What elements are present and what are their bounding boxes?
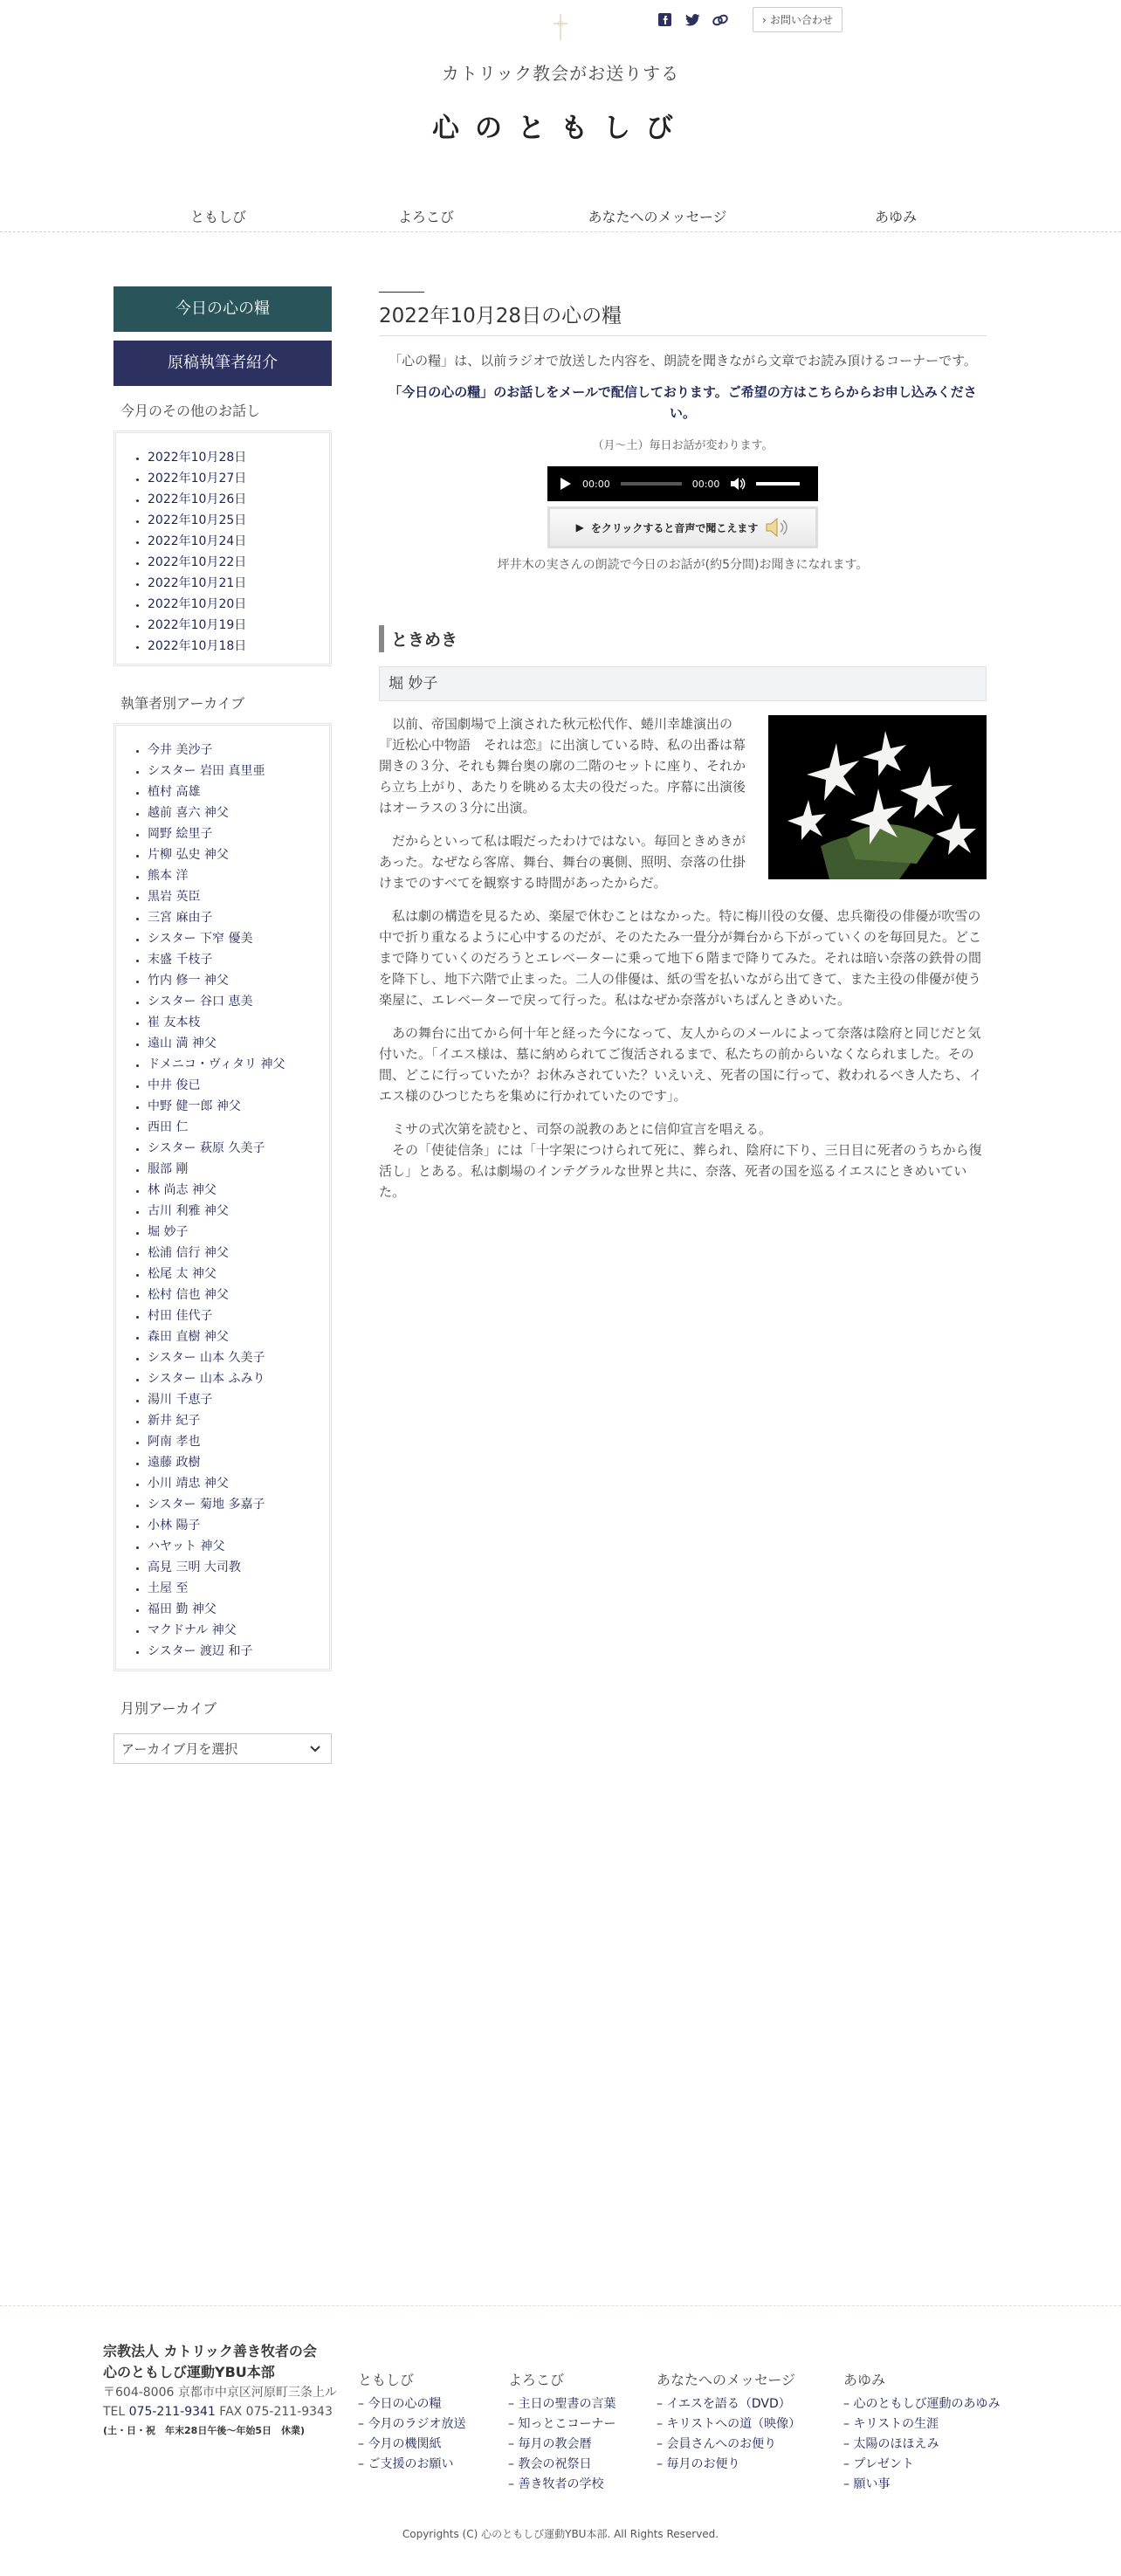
other-story-link[interactable]: • 2022年10月24日: [148, 531, 329, 552]
author-link[interactable]: • シスター 谷口 恵美: [148, 991, 329, 1012]
other-story-link[interactable]: • 2022年10月20日: [148, 594, 329, 615]
reader-note: 坪井木の実さんの朗読で今日のお話が(約5分間)お聞きになれます。: [497, 558, 869, 572]
other-story-link[interactable]: • 2022年10月19日: [148, 615, 329, 636]
footer-link[interactable]: – キリストの生涯: [843, 2414, 1018, 2435]
contact-label: お問い合わせ: [769, 14, 833, 26]
footer-col-head: あなたへのメッセージ: [657, 2372, 796, 2388]
audio-player: [547, 466, 818, 501]
other-stories-box: [113, 430, 332, 666]
chevron-right-icon: ›: [762, 13, 767, 26]
site-header: [0, 0, 1121, 232]
author-link[interactable]: • 新井 紀子: [148, 1410, 329, 1431]
footer-link-list: [843, 2394, 1018, 2495]
other-story-link[interactable]: • 2022年10月22日: [148, 552, 329, 573]
author-link[interactable]: • 小川 靖忠 神父: [148, 1473, 329, 1494]
author-link[interactable]: • 片柳 弘史 神父: [148, 844, 329, 865]
other-story-link[interactable]: • 2022年10月21日: [148, 573, 329, 594]
speaker-icon: [765, 517, 789, 538]
org-branch: 心のともしび運動YBU本部: [103, 2364, 275, 2380]
author-link[interactable]: • 遠藤 政樹: [148, 1452, 329, 1473]
article-paragraph: ミサの式次第を読むと、司祭の説教のあとに信仰宣言を唱える。: [379, 1121, 773, 1137]
author-link[interactable]: • ドメニコ・ヴィタリ 神父: [148, 1054, 329, 1075]
nav-message[interactable]: あなたへのメッセージ: [588, 209, 727, 225]
other-story-link[interactable]: • 2022年10月28日: [148, 447, 329, 468]
footer-link[interactable]: – イエスを語る（DVD）: [657, 2394, 843, 2414]
tel-label: TEL: [103, 2405, 126, 2419]
other-story-link[interactable]: • 2022年10月27日: [148, 468, 329, 489]
footer-col-head: ともしび: [358, 2372, 415, 2388]
section-title: ときめき: [379, 625, 987, 652]
author-link[interactable]: • シスター 山本 久美子: [148, 1347, 329, 1368]
author-link[interactable]: • 竹内 修一 神父: [148, 970, 329, 991]
author-link[interactable]: • 今井 美沙子: [148, 740, 329, 761]
link-icon[interactable]: [712, 12, 728, 28]
site-footer: [0, 2305, 1121, 2576]
footer-link[interactable]: – 教会の祝祭日: [508, 2455, 657, 2475]
author-link[interactable]: • シスター 渡辺 和子: [148, 1641, 329, 1662]
facebook-icon[interactable]: [657, 12, 672, 28]
chevron-down-icon: [310, 1746, 320, 1753]
site-subtitle: カトリック教会がお送りする: [441, 63, 680, 84]
current-time: 00:00: [582, 478, 610, 490]
footer-col-head: よろこび: [508, 2372, 565, 2388]
footer-col-ayumi: [843, 2369, 1018, 2495]
office-hours: (土・日・祝 年末28日午後〜年始5日 休業): [103, 2425, 306, 2436]
footer-col-message: [657, 2369, 843, 2495]
author-link[interactable]: • 林 尚志 神父: [148, 1180, 329, 1201]
footer-col-head: あゆみ: [843, 2372, 886, 2388]
progress-bar[interactable]: [621, 482, 682, 486]
author-link[interactable]: • 土屋 至: [148, 1578, 329, 1599]
intro-text: 「心の糧」は、以前ラジオで放送した内容を、朗読を聞きながら文章でお読み頂けるコーナーです。: [389, 353, 977, 368]
footer-link[interactable]: – 会員さんへのお便り: [657, 2435, 843, 2455]
author-link[interactable]: • 崔 友本枝: [148, 1012, 329, 1033]
global-nav: [0, 206, 1121, 232]
author-archive-box: [113, 723, 332, 1671]
author-link[interactable]: • 松浦 信行 神父: [148, 1243, 329, 1264]
other-story-link[interactable]: • 2022年10月18日: [148, 636, 329, 657]
footer-link[interactable]: – 知っとこコーナー: [508, 2414, 657, 2435]
other-story-link[interactable]: • 2022年10月26日: [148, 489, 329, 510]
footer-link[interactable]: – ご支援のお願い: [358, 2455, 508, 2475]
footer-link[interactable]: – キリストへの道（映像）: [657, 2414, 843, 2435]
top-bar: [0, 0, 1121, 52]
cross-logo-icon: [551, 12, 570, 42]
author-link[interactable]: • シスター 萩原 久美子: [148, 1138, 329, 1159]
sidebar: [113, 286, 332, 1764]
nav-tomoshibi[interactable]: ともしび: [189, 209, 246, 225]
author-link[interactable]: • 松村 信也 神父: [148, 1285, 329, 1305]
author-link[interactable]: • 中井 俊已: [148, 1075, 329, 1096]
footer-link[interactable]: – 今月のラジオ放送: [358, 2414, 508, 2435]
footer-link[interactable]: – 毎月のお便り: [657, 2455, 843, 2475]
article-paragraph: 以前、帝国劇場で上演された秋元松代作、蜷川幸雄演出の『近松心中物語 それは恋』に出演している時、私の出番は幕開きの３分、それも舞台奥の廓の二階のセットに座り、それから立ち上がり、あたりを眺める太夫の役だった。序幕に出演後はオーラスの３分に出演。: [379, 716, 746, 816]
nav-yorokobi[interactable]: よろこび: [397, 209, 454, 225]
site-title[interactable]: 心のともしび: [432, 113, 689, 144]
footer-link[interactable]: – 太陽のほほえみ: [843, 2435, 1018, 2455]
author-link[interactable]: • 岡野 絵里子: [148, 823, 329, 844]
audio-play-button[interactable]: [547, 506, 818, 548]
white-flower-image: [768, 715, 987, 879]
author-link[interactable]: • 黒岩 英臣: [148, 886, 329, 907]
triangle-right-icon: ▶: [575, 521, 584, 534]
footer-columns: [0, 2305, 1121, 2495]
author-link[interactable]: • 中野 健一郎 神父: [148, 1096, 329, 1117]
author-link[interactable]: • 松尾 太 神父: [148, 1264, 329, 1285]
social-links: [657, 7, 842, 32]
article-body: [379, 713, 987, 1202]
footer-link[interactable]: – 主日の聖書の言葉: [508, 2394, 657, 2414]
author-link[interactable]: • 植村 高雄: [148, 782, 329, 802]
author-link[interactable]: • シスター 菊地 多嘉子: [148, 1494, 329, 1515]
footer-col-tomoshibi: [358, 2369, 508, 2495]
author-link[interactable]: • 高見 三明 大司教: [148, 1557, 329, 1578]
author-link[interactable]: • 三宮 麻由子: [148, 907, 329, 928]
contact-button[interactable]: [753, 7, 842, 32]
play-icon[interactable]: [560, 477, 572, 491]
author-name: 堀 妙子: [379, 666, 987, 701]
footer-link[interactable]: – 毎月の教会暦: [508, 2435, 657, 2455]
author-link[interactable]: • 末盛 千枝子: [148, 949, 329, 970]
author-link[interactable]: • 村田 佳代子: [148, 1305, 329, 1326]
org-name: 宗教法人 カトリック善き牧者の会: [103, 2343, 317, 2359]
page-title: 2022年10月28日の心の糧: [379, 293, 987, 336]
footer-link[interactable]: – プレゼント: [843, 2455, 1018, 2475]
org-phone: [103, 2402, 358, 2421]
copyright: Copyrights (C) 心のともしび運動YBU本部. All Rights Reserved.: [402, 2528, 719, 2540]
volume-icon[interactable]: [730, 477, 746, 491]
footer-link[interactable]: – 善き牧者の学校: [508, 2475, 657, 2495]
other-story-link[interactable]: • 2022年10月25日: [148, 510, 329, 531]
footer-link-list: [358, 2394, 508, 2475]
author-link[interactable]: • 遠山 満 神父: [148, 1033, 329, 1054]
author-link[interactable]: • シスター 山本 ふみり: [148, 1368, 329, 1389]
audio-click-label: をクリックすると音声で聞こえます: [590, 521, 759, 534]
author-link[interactable]: • 阿南 孝也: [148, 1431, 329, 1452]
article-paragraph: あの舞台に出てから何十年と経った今になって、友人からのメールによって奈落は陰府と同じだと気付いた。「イエス様は、墓に納められてご復活されるまで、私たちの前からいなくなられました。その間、どこに行っていたか？お休みされていた？いえいえ、死者の国に行って、救われるべき人たち、イエス様のひつじたちを集めに行かれていたのです」。: [379, 1025, 982, 1104]
total-time: 00:00: [691, 478, 720, 490]
footer-link-list: [508, 2394, 657, 2495]
author-link[interactable]: • 服部 剛: [148, 1159, 329, 1180]
author-link[interactable]: • 福田 勤 神父: [148, 1599, 329, 1620]
author-link[interactable]: • 小林 陽子: [148, 1515, 329, 1536]
footer-link-list: [657, 2394, 843, 2475]
other-stories-title: 今月のその他のお話し: [120, 403, 261, 419]
footer-org: [103, 2341, 358, 2495]
twitter-icon[interactable]: [684, 12, 700, 28]
monthly-archive-select-value: アーカイブ月を選択: [121, 1741, 238, 1757]
article-paragraph: 私は劇の構造を見るため、楽屋で休むことはなかった。特に梅川役の女優、忠兵衛役の俳優が吹雪の中で折り重なるように心中するのだが、そのたたみ一畳分が舞台から下がっていくのを毎回見た。どこまで降りていくのだろうとエレベーターに乗って地下６階まで降りてみた。それは暗い奈落の鉄骨の間を降下し、地下六階で止まった。二人の俳優は、紙の雪を払いながら出てきて、また主役の俳優が使う楽屋に、エレベーターで戻って行った。私はなぜか奈落がいちばんときめいた。: [379, 908, 982, 1008]
nav-ayumi[interactable]: あゆみ: [874, 209, 917, 225]
author-link[interactable]: • 湯川 千恵子: [148, 1389, 329, 1410]
author-archive-title: 執筆者別アーカイブ: [120, 695, 245, 712]
footer-link[interactable]: – 今月の機関紙: [358, 2435, 508, 2455]
footer-link[interactable]: – 心のともしび運動のあゆみ: [843, 2394, 1018, 2414]
mail-subscribe-link[interactable]: 「今日の心の糧」のお話しをメールで配信しております。ご希望の方はこちらからお申し込みください。: [389, 384, 977, 421]
author-link[interactable]: • 西田 仁: [148, 1117, 329, 1138]
author-archive-list: [148, 740, 329, 1662]
author-link[interactable]: • 森田 直樹 神父: [148, 1326, 329, 1347]
author-link[interactable]: • シスター 下窄 優美: [148, 928, 329, 949]
footer-link[interactable]: – 今日の心の糧: [358, 2394, 508, 2414]
footer-col-yorokobi: [508, 2369, 657, 2495]
monthly-archive-title: 月別アーカイブ: [120, 1700, 217, 1717]
today-kokoro-button[interactable]: 今日の心の糧: [113, 286, 332, 332]
volume-slider[interactable]: [756, 482, 800, 486]
author-link[interactable]: • 堀 妙子: [148, 1222, 329, 1243]
author-link[interactable]: • シスター 岩田 真里亜: [148, 761, 329, 782]
article-paragraph: だからといって私は暇だったわけではない。毎回ときめきがあった。なぜなら客席、舞台、舞台の裏側、照明、奈落の仕掛けまでのすべてを観察する時間があったからだ。: [379, 833, 746, 891]
monthly-archive-select[interactable]: [113, 1733, 332, 1764]
author-link[interactable]: • マクドナル 神父: [148, 1620, 329, 1641]
main-content: [379, 286, 987, 1764]
writers-intro-button[interactable]: 原稿執筆者紹介: [113, 341, 332, 386]
other-stories-list: [148, 447, 329, 657]
content-wrap: [0, 286, 1121, 1764]
fax-number: FAX 075-211-9343: [219, 2405, 333, 2419]
author-link[interactable]: • 越前 喜六 神父: [148, 802, 329, 823]
daily-note: （月～土）毎日お話が変わります。: [592, 439, 774, 452]
footer-link[interactable]: – 願い事: [843, 2475, 1018, 2495]
author-link[interactable]: • 熊本 洋: [148, 865, 329, 886]
org-address: 〒604-8006 京都市中京区河原町三条上ル: [103, 2386, 337, 2400]
tel-link[interactable]: 075-211-9341: [128, 2405, 216, 2419]
author-link[interactable]: • ハヤット 神父: [148, 1536, 329, 1557]
article-paragraph: その「使徒信条」には「十字架につけられて死に、葬られ、陰府に下り、三日目に死者のうちから復活し」とある。私は劇場のインテグラルな世界と共に、奈落、死者の国を巡るイエスにときめいていた。: [379, 1142, 982, 1200]
author-link[interactable]: • 古川 利雅 神父: [148, 1201, 329, 1222]
